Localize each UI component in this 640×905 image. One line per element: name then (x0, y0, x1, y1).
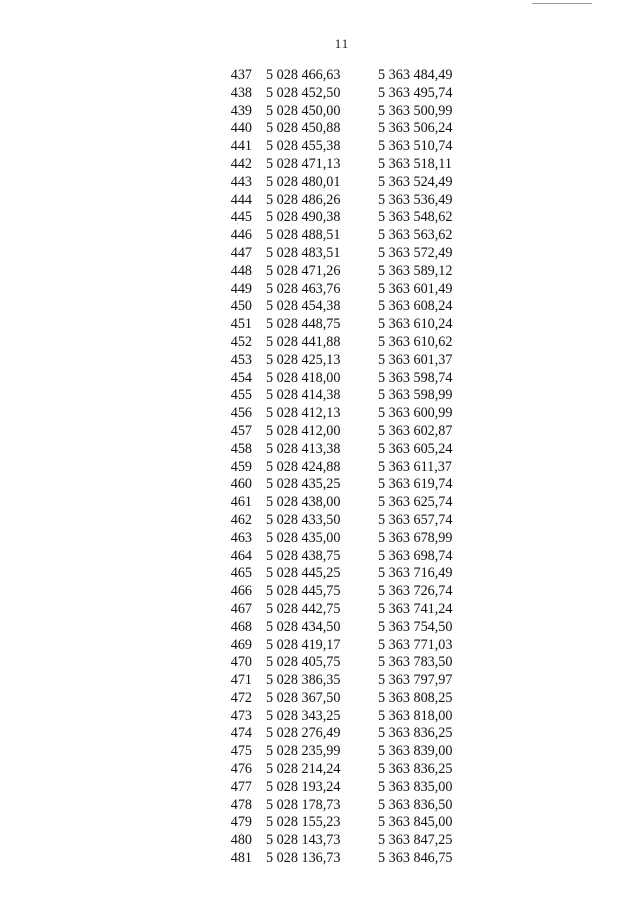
point-number: 474 (230, 725, 252, 742)
page-number: 11 (334, 36, 350, 51)
table-row (0, 334, 640, 352)
y-coordinate: 5 363 601,49 (378, 280, 453, 297)
table-row (0, 192, 640, 210)
table-row (0, 476, 640, 494)
x-coordinate: 5 028 136,73 (266, 850, 341, 867)
x-coordinate: 5 028 452,50 (266, 84, 341, 101)
point-number: 464 (230, 547, 252, 564)
y-coordinate: 5 363 500,99 (378, 102, 453, 119)
x-coordinate: 5 028 471,13 (266, 155, 341, 172)
point-number: 452 (230, 333, 252, 350)
point-number: 449 (230, 280, 252, 297)
y-coordinate: 5 363 600,99 (378, 405, 453, 422)
x-coordinate: 5 028 445,25 (266, 565, 341, 582)
point-number: 475 (230, 743, 252, 760)
table-row (0, 263, 640, 281)
point-number: 439 (230, 102, 252, 119)
y-coordinate: 5 363 611,37 (378, 458, 452, 475)
x-coordinate: 5 028 413,38 (266, 440, 341, 457)
x-coordinate: 5 028 450,88 (266, 120, 341, 137)
point-number: 472 (230, 689, 252, 706)
y-coordinate: 5 363 484,49 (378, 67, 453, 83)
x-coordinate: 5 028 445,75 (266, 583, 341, 600)
table-row (0, 512, 640, 530)
table-row (0, 672, 640, 690)
y-coordinate: 5 363 625,74 (378, 494, 453, 511)
y-coordinate: 5 363 716,49 (378, 565, 453, 582)
y-coordinate: 5 363 771,03 (378, 636, 453, 653)
table-row (0, 832, 640, 850)
point-number: 468 (230, 618, 252, 635)
table-row (0, 174, 640, 192)
y-coordinate: 5 363 610,62 (378, 333, 453, 350)
x-coordinate: 5 028 343,25 (266, 707, 341, 724)
table-row (0, 441, 640, 459)
table-row (0, 67, 640, 85)
y-coordinate: 5 363 835,00 (378, 778, 453, 795)
x-coordinate: 5 028 434,50 (266, 618, 341, 635)
point-number: 479 (230, 814, 252, 831)
x-coordinate: 5 028 441,88 (266, 333, 341, 350)
table-row (0, 654, 640, 672)
x-coordinate: 5 028 412,13 (266, 405, 341, 422)
table-row (0, 387, 640, 405)
y-coordinate: 5 363 524,49 (378, 173, 453, 190)
y-coordinate: 5 363 598,74 (378, 369, 453, 386)
top-edge-rule (532, 3, 592, 4)
table-row (0, 298, 640, 316)
point-number: 440 (230, 120, 252, 137)
y-coordinate: 5 363 589,12 (378, 262, 453, 279)
table-row (0, 530, 640, 548)
x-coordinate: 5 028 454,38 (266, 298, 341, 315)
point-number: 460 (230, 476, 252, 493)
table-row (0, 814, 640, 832)
y-coordinate: 5 363 657,74 (378, 511, 453, 528)
table-row (0, 797, 640, 815)
x-coordinate: 5 028 214,24 (266, 761, 341, 778)
x-coordinate: 5 028 386,35 (266, 672, 341, 689)
x-coordinate: 5 028 155,23 (266, 814, 341, 831)
point-number: 448 (230, 262, 252, 279)
table-row (0, 779, 640, 797)
y-coordinate: 5 363 741,24 (378, 600, 453, 617)
point-number: 467 (230, 600, 252, 617)
y-coordinate: 5 363 836,25 (378, 761, 453, 778)
x-coordinate: 5 028 367,50 (266, 689, 341, 706)
x-coordinate: 5 028 412,00 (266, 422, 341, 439)
table-row (0, 619, 640, 637)
y-coordinate: 5 363 548,62 (378, 209, 453, 226)
point-number: 470 (230, 654, 252, 671)
y-coordinate: 5 363 754,50 (378, 618, 453, 635)
y-coordinate: 5 363 506,24 (378, 120, 453, 137)
y-coordinate: 5 363 518,11 (378, 155, 452, 172)
point-number: 473 (230, 707, 252, 724)
point-number: 444 (230, 191, 252, 208)
point-number: 481 (230, 850, 252, 867)
y-coordinate: 5 363 846,75 (378, 850, 453, 867)
x-coordinate: 5 028 480,01 (266, 173, 341, 190)
table-row (0, 227, 640, 245)
y-coordinate: 5 363 836,25 (378, 725, 453, 742)
y-coordinate: 5 363 598,99 (378, 387, 453, 404)
point-number: 446 (230, 227, 252, 244)
x-coordinate: 5 028 466,63 (266, 67, 341, 83)
point-number: 450 (230, 298, 252, 315)
table-row (0, 548, 640, 566)
table-row (0, 245, 640, 263)
x-coordinate: 5 028 435,25 (266, 476, 341, 493)
x-coordinate: 5 028 438,75 (266, 547, 341, 564)
table-row (0, 494, 640, 512)
x-coordinate: 5 028 438,00 (266, 494, 341, 511)
y-coordinate: 5 363 783,50 (378, 654, 453, 671)
table-row (0, 583, 640, 601)
point-number: 476 (230, 761, 252, 778)
table-row (0, 708, 640, 726)
coordinates-table (0, 67, 640, 868)
x-coordinate: 5 028 178,73 (266, 796, 341, 813)
y-coordinate: 5 363 836,50 (378, 796, 453, 813)
x-coordinate: 5 028 488,51 (266, 227, 341, 244)
point-number: 438 (230, 84, 252, 101)
point-number: 437 (230, 67, 252, 83)
x-coordinate: 5 028 483,51 (266, 244, 341, 261)
point-number: 469 (230, 636, 252, 653)
table-row (0, 601, 640, 619)
point-number: 463 (230, 529, 252, 546)
point-number: 455 (230, 387, 252, 404)
point-number: 478 (230, 796, 252, 813)
table-row (0, 103, 640, 121)
table-row (0, 156, 640, 174)
x-coordinate: 5 028 486,26 (266, 191, 341, 208)
x-coordinate: 5 028 418,00 (266, 369, 341, 386)
point-number: 457 (230, 422, 252, 439)
x-coordinate: 5 028 424,88 (266, 458, 341, 475)
table-row (0, 405, 640, 423)
x-coordinate: 5 028 490,38 (266, 209, 341, 226)
x-coordinate: 5 028 425,13 (266, 351, 341, 368)
y-coordinate: 5 363 601,37 (378, 351, 453, 368)
table-row (0, 690, 640, 708)
x-coordinate: 5 028 143,73 (266, 832, 341, 849)
point-number: 466 (230, 583, 252, 600)
y-coordinate: 5 363 608,24 (378, 298, 453, 315)
x-coordinate: 5 028 455,38 (266, 138, 341, 155)
point-number: 443 (230, 173, 252, 190)
table-row (0, 459, 640, 477)
point-number: 456 (230, 405, 252, 422)
point-number: 480 (230, 832, 252, 849)
x-coordinate: 5 028 463,76 (266, 280, 341, 297)
y-coordinate: 5 363 808,25 (378, 689, 453, 706)
point-number: 458 (230, 440, 252, 457)
table-row (0, 120, 640, 138)
table-row (0, 352, 640, 370)
x-coordinate: 5 028 471,26 (266, 262, 341, 279)
y-coordinate: 5 363 563,62 (378, 227, 453, 244)
x-coordinate: 5 028 405,75 (266, 654, 341, 671)
y-coordinate: 5 363 839,00 (378, 743, 453, 760)
x-coordinate: 5 028 450,00 (266, 102, 341, 119)
y-coordinate: 5 363 536,49 (378, 191, 453, 208)
x-coordinate: 5 028 414,38 (266, 387, 341, 404)
y-coordinate: 5 363 610,24 (378, 316, 453, 333)
y-coordinate: 5 363 678,99 (378, 529, 453, 546)
x-coordinate: 5 028 235,99 (266, 743, 341, 760)
x-coordinate: 5 028 442,75 (266, 600, 341, 617)
y-coordinate: 5 363 797,97 (378, 672, 453, 689)
table-row (0, 423, 640, 441)
y-coordinate: 5 363 726,74 (378, 583, 453, 600)
y-coordinate: 5 363 510,74 (378, 138, 453, 155)
table-row (0, 209, 640, 227)
y-coordinate: 5 363 572,49 (378, 244, 453, 261)
table-row (0, 138, 640, 156)
table-row (0, 637, 640, 655)
table-row (0, 761, 640, 779)
x-coordinate: 5 028 193,24 (266, 778, 341, 795)
point-number: 477 (230, 778, 252, 795)
point-number: 471 (230, 672, 252, 689)
y-coordinate: 5 363 602,87 (378, 422, 453, 439)
table-row (0, 565, 640, 583)
y-coordinate: 5 363 845,00 (378, 814, 453, 831)
table-row (0, 85, 640, 103)
point-number: 465 (230, 565, 252, 582)
table-row (0, 281, 640, 299)
y-coordinate: 5 363 818,00 (378, 707, 453, 724)
y-coordinate: 5 363 495,74 (378, 84, 453, 101)
table-row (0, 850, 640, 868)
point-number: 462 (230, 511, 252, 528)
point-number: 461 (230, 494, 252, 511)
point-number: 445 (230, 209, 252, 226)
point-number: 453 (230, 351, 252, 368)
table-row (0, 725, 640, 743)
point-number: 442 (230, 155, 252, 172)
point-number: 447 (230, 244, 252, 261)
table-row (0, 316, 640, 334)
x-coordinate: 5 028 435,00 (266, 529, 341, 546)
y-coordinate: 5 363 605,24 (378, 440, 453, 457)
x-coordinate: 5 028 276,49 (266, 725, 341, 742)
point-number: 459 (230, 458, 252, 475)
table-row (0, 743, 640, 761)
x-coordinate: 5 028 448,75 (266, 316, 341, 333)
y-coordinate: 5 363 619,74 (378, 476, 453, 493)
x-coordinate: 5 028 419,17 (266, 636, 341, 653)
y-coordinate: 5 363 698,74 (378, 547, 453, 564)
x-coordinate: 5 028 433,50 (266, 511, 341, 528)
point-number: 454 (230, 369, 252, 386)
point-number: 451 (230, 316, 252, 333)
y-coordinate: 5 363 847,25 (378, 832, 453, 849)
point-number: 441 (230, 138, 252, 155)
table-row (0, 370, 640, 388)
